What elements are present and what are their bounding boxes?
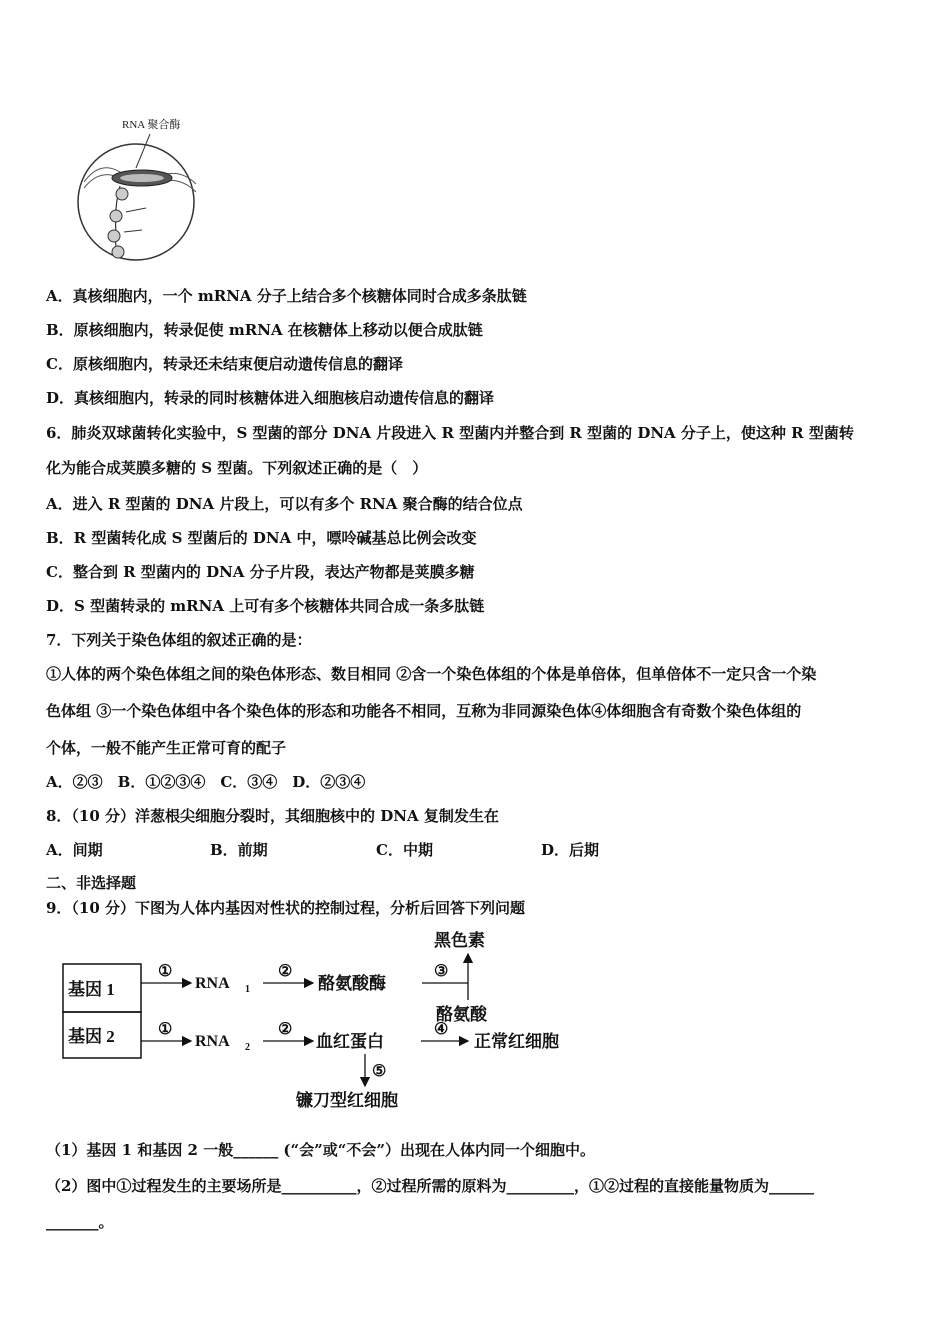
sickle-cell-label: 镰刀型红细胞 (296, 1091, 398, 1110)
q9-part2-line1: （2）图中①过程发生的主要场所是__________，②过程所需的原料为_________，①②过程的直接能量物质为______ (46, 1177, 814, 1195)
rna1-subscript: 1 (245, 984, 250, 995)
q8-option-c: C．中期 (376, 841, 433, 859)
q6-option-a: A．进入 R 型菌的 DNA 片段上，可以有多个 RNA 聚合酶的结合位点 (46, 495, 523, 513)
q5-option-d: D．真核细胞内，转录的同时核糖体进入细胞核启动遗传信息的翻译 (46, 389, 495, 407)
q6-option-b: B．R 型菌转化成 S 型菌后的 DNA 中，嘌呤碱基总比例会改变 (46, 529, 477, 547)
transcription-figure (70, 112, 202, 262)
gene1-label: 基因 1 (68, 980, 115, 999)
rna1-label: RNA (195, 975, 230, 992)
rna2-label: RNA (195, 1033, 230, 1050)
melanin-label: 黑色素 (434, 931, 485, 950)
normal-rbc-label: 正常红细胞 (474, 1032, 559, 1051)
gene2-label: 基因 2 (68, 1027, 115, 1046)
q7-stem: 7．下列关于染色体组的叙述正确的是： (46, 631, 312, 649)
q7-options: A．②③ B．①②③④ C．③④ D．②③④ (46, 773, 366, 791)
q5-option-b: B．原核细胞内，转录促使 mRNA 在核糖体上移动以便合成肽链 (46, 321, 483, 339)
step2-top-number: ② (278, 963, 293, 980)
rna-polymerase-label: RNA 聚合酶 (122, 119, 181, 131)
step5-number: ⑤ (372, 1063, 387, 1080)
q8-option-a: A．间期 (46, 841, 103, 859)
q5-option-c: C．原核细胞内，转录还未结束便启动遗传信息的翻译 (46, 355, 403, 373)
step3-number: ③ (434, 963, 449, 980)
q8-option-b: B．前期 (210, 841, 268, 859)
step4-number: ④ (434, 1021, 449, 1038)
section-heading: 二、非选择题 (46, 874, 137, 892)
q8-stem: 8．（10 分）洋葱根尖细胞分裂时，其细胞核中的 DNA 复制发生在 (46, 807, 499, 825)
q9-stem: 9．（10 分）下图为人体内基因对性状的控制过程，分析后回答下列问题 (46, 899, 526, 917)
tyrosine-label: 酪氨酸 (436, 1005, 487, 1024)
step1-bottom-number: ① (158, 1021, 173, 1038)
step2-bottom-number: ② (278, 1021, 293, 1038)
gene-control-diagram (58, 926, 618, 1116)
q6-option-d: D．S 型菌转录的 mRNA 上可有多个核糖体共同合成一条多肽链 (46, 597, 485, 615)
q8-option-d: D．后期 (541, 841, 600, 859)
hemoglobin-label: 血红蛋白 (316, 1032, 384, 1051)
q9-part1: （1）基因 1 和基因 2 一般______ (“会”或“不会”）出现在人体内同一个细胞中。 (46, 1141, 596, 1159)
q7-statement-line2: 色体组 ③一个染色体组中各个染色体的形态和功能各不相同，互称为非同源染色体④体细胞含有奇数个染色体组的 (46, 702, 802, 720)
q5-option-a: A．真核细胞内，一个 mRNA 分子上结合多个核糖体同时合成多条肽链 (46, 287, 527, 305)
q6-option-c: C．整合到 R 型菌内的 DNA 分子片段，表达产物都是荚膜多糖 (46, 563, 475, 581)
q7-statement-line3: 个体，一般不能产生正常可育的配子 (46, 739, 287, 757)
q6-stem-line2: 化为能合成荚膜多糖的 S 型菌。下列叙述正确的是（ ） (46, 459, 428, 477)
rna2-subscript: 2 (245, 1042, 250, 1053)
q9-part2-line2: _______。 (46, 1213, 114, 1231)
enzyme-label: 酪氨酸酶 (318, 974, 386, 993)
q6-stem-line1: 6．肺炎双球菌转化实验中，S 型菌的部分 DNA 片段进入 R 型菌内并整合到 R 型菌的 DNA 分子上，使这种 R 型菌转 (46, 424, 854, 442)
q7-statement-line1: ①人体的两个染色体组之间的染色体形态、数目相同 ②含一个染色体组的个体是单倍体，但单倍体不一定只含一个染 (46, 665, 817, 683)
step1-top-number: ① (158, 963, 173, 980)
